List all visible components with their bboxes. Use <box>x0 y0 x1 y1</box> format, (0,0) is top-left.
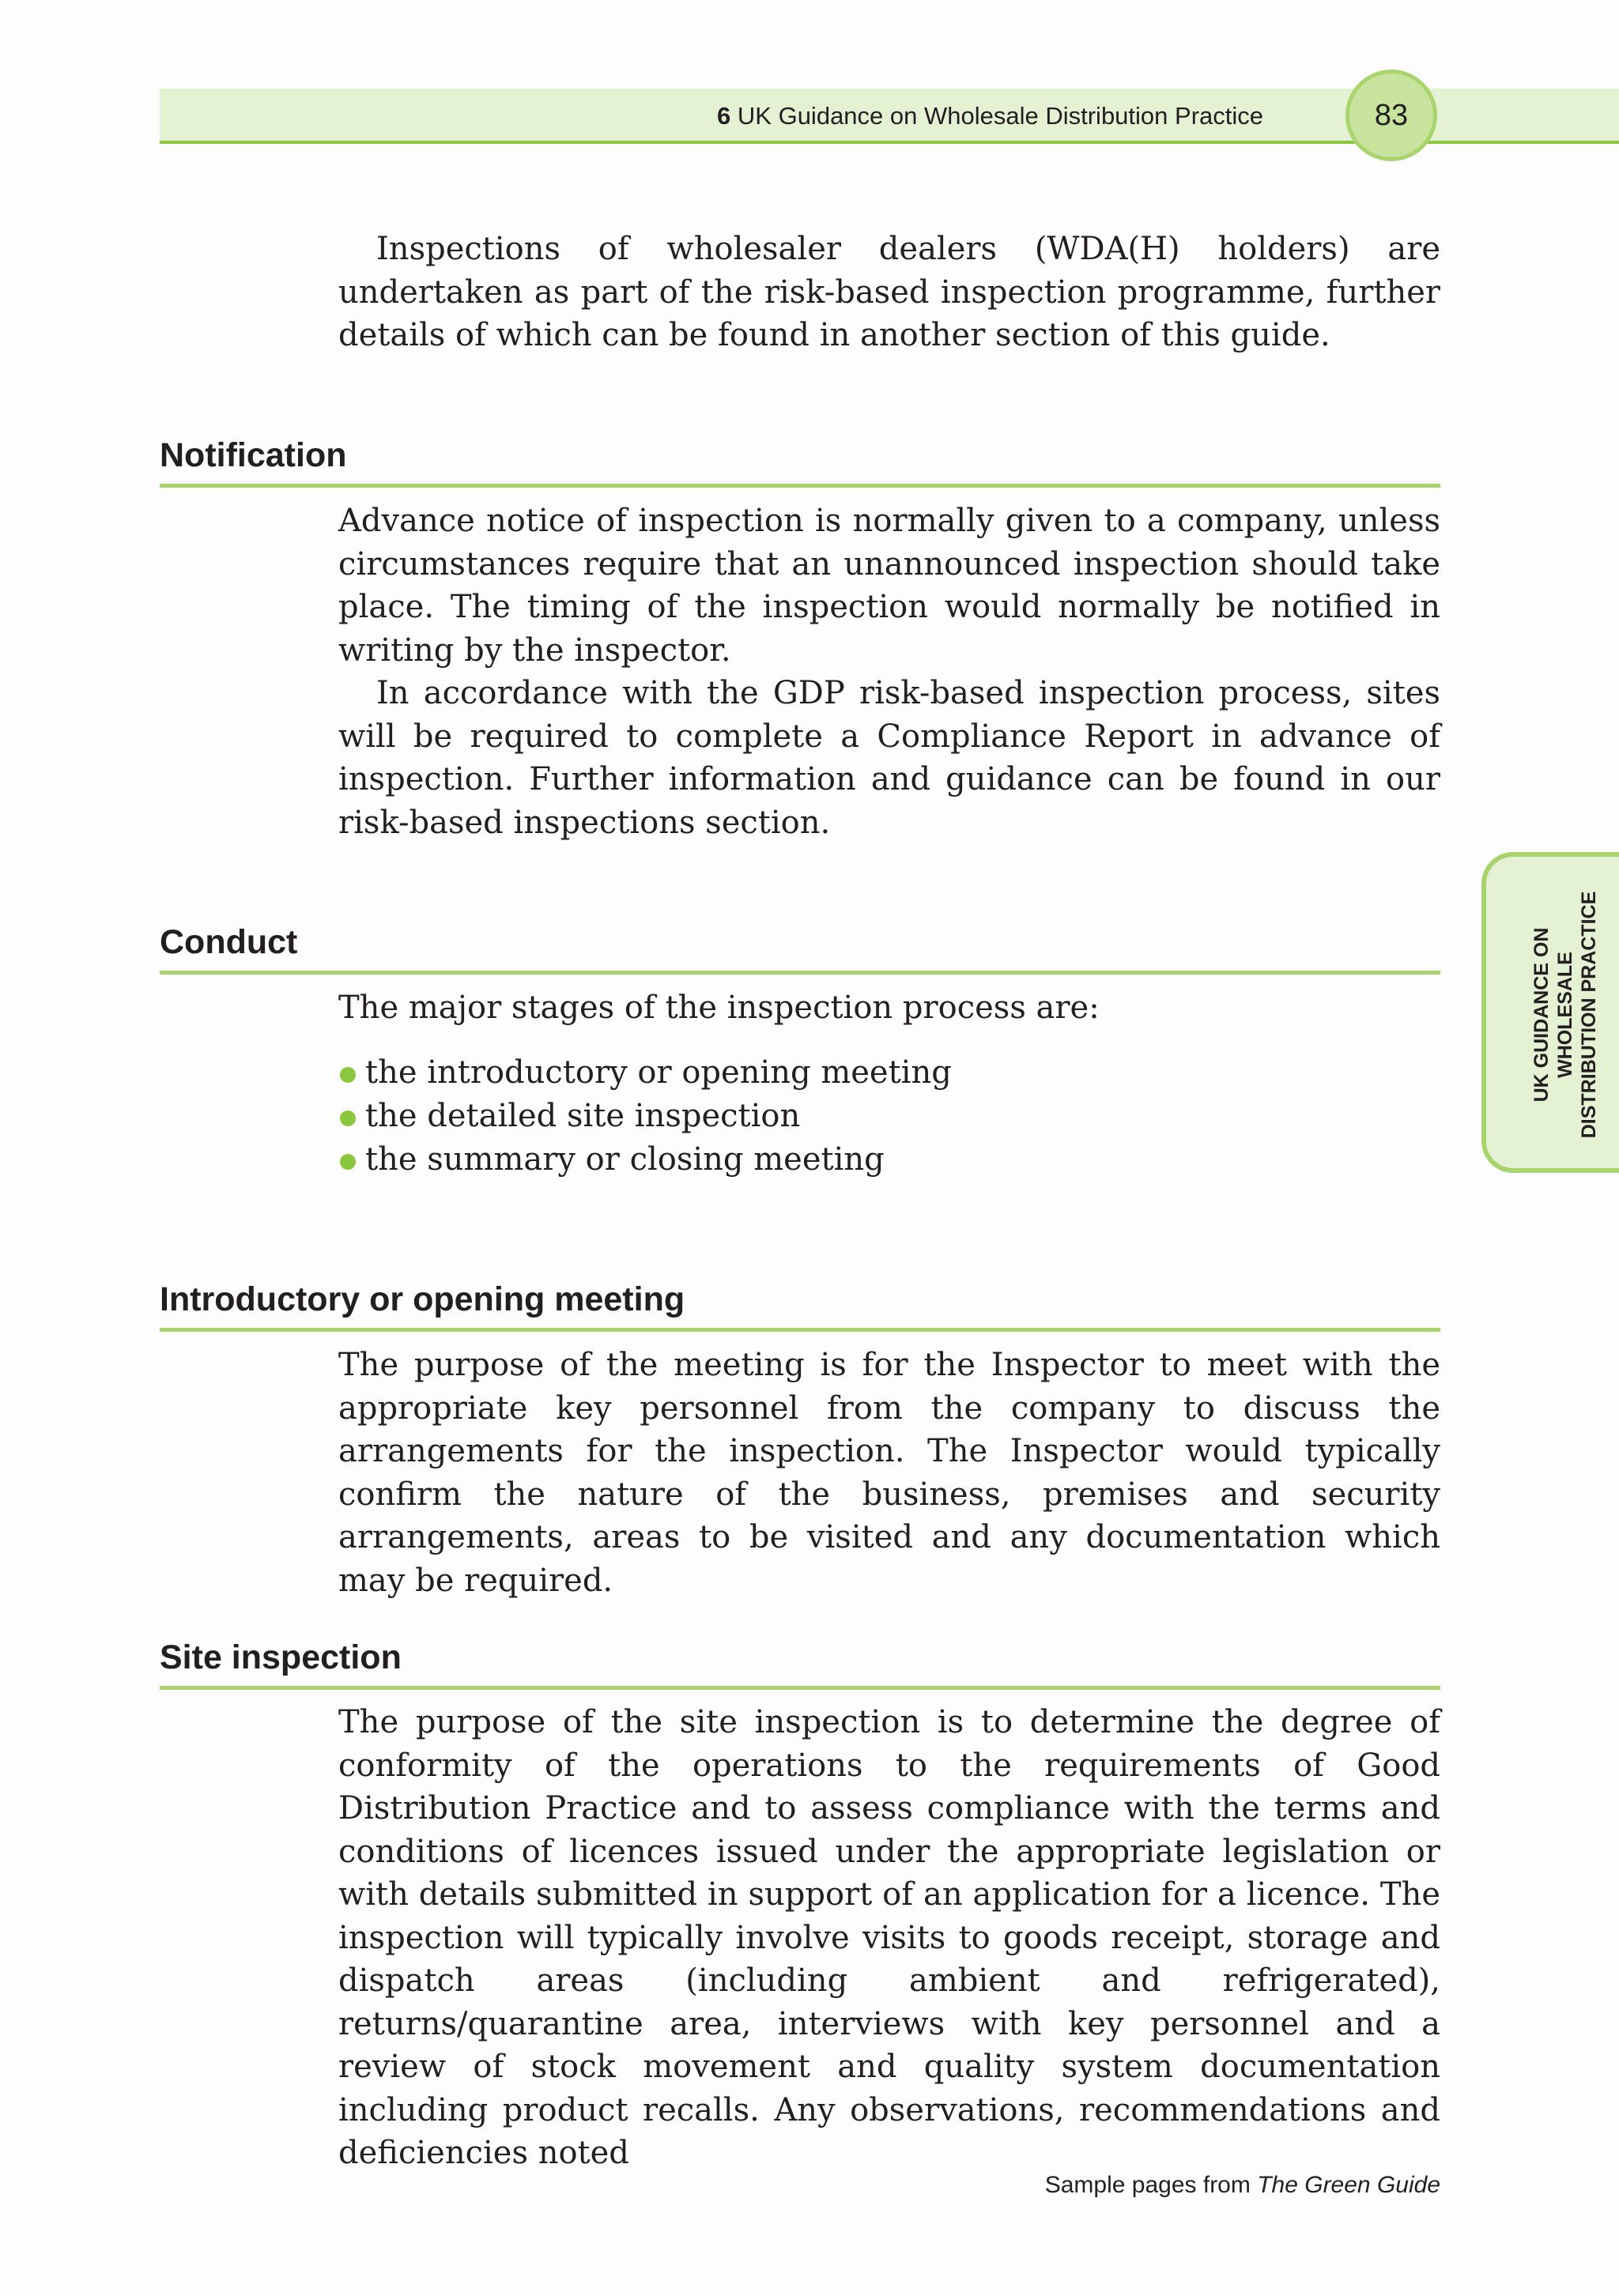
list-item: the introductory or opening meeting <box>338 1051 1440 1095</box>
footer-credit: Sample pages from The Green Guide <box>1044 2172 1440 2198</box>
conduct-intro: The major stages of the inspection process are: <box>338 990 1100 1026</box>
book-title: The Green Guide <box>1257 2172 1440 2198</box>
notification-paragraph-2: In accordance with the GDP risk-based inspection process, sites will be required to complete a Compliance Report in advance of inspection. Further information and guidance can be found in our risk-based inspections section. <box>338 675 1440 841</box>
bullet-icon <box>340 1154 356 1170</box>
side-tab-label: UK GUIDANCE ON WHOLESALE DISTRIBUTION PRACTICE <box>1530 891 1600 1139</box>
heading-site-inspection: Site inspection <box>160 1637 1440 1690</box>
list-item: the detailed site inspection <box>338 1095 1440 1138</box>
running-header-text <box>717 102 1263 130</box>
notification-paragraph-1: Advance notice of inspection is normally given to a company, unless circumstances require that an unannounced inspection should take place. The timing of the inspection would normally be notified in writing by the inspector. <box>338 503 1440 669</box>
heading-opening-meeting: Introductory or opening meeting <box>160 1279 1440 1332</box>
chapter-title: UK Guidance on Wholesale Distribution Practice <box>737 102 1263 130</box>
bullet-icon <box>340 1110 356 1126</box>
inspection-stages-list <box>338 1051 1440 1182</box>
heading-notification: Notification <box>160 435 1440 488</box>
bullet-icon <box>340 1067 356 1083</box>
intro-paragraph: Inspections of wholesaler dealers (WDA(H) holders) are undertaken as part of the risk-based inspection programme, further details of which can be found in another section of this guide. <box>338 231 1440 353</box>
opening-meeting-paragraph: The purpose of the meeting is for the Inspector to meet with the appropriate key personnel from the company to discuss the arrangements for the inspection. The Inspector would typically confirm the nature of the business, premises and security arrangements, areas to be visited and any documentation which may be required. <box>338 1347 1440 1599</box>
chapter-number: 6 <box>717 102 731 130</box>
section-side-tab <box>1481 852 1619 1173</box>
page-number: 83 <box>1345 70 1437 161</box>
site-inspection-paragraph: The purpose of the site inspection is to determine the degree of conformity of the operations to the requirements of Good Distribution Practice and to assess compliance with the terms and conditions of licences issued under the appropriate legislation or with details submitted in support of an application for a licence. The inspection will typically involve visits to goods receipt, storage and dispatch areas (including ambient and refrigerated), returns/quarantine area, interviews with key personnel and a review of stock movement and quality system documentation including product recalls. Any observations, recommendations and deficiencies noted <box>338 1704 1440 2171</box>
heading-conduct: Conduct <box>160 922 1440 975</box>
list-item: the summary or closing meeting <box>338 1138 1440 1182</box>
